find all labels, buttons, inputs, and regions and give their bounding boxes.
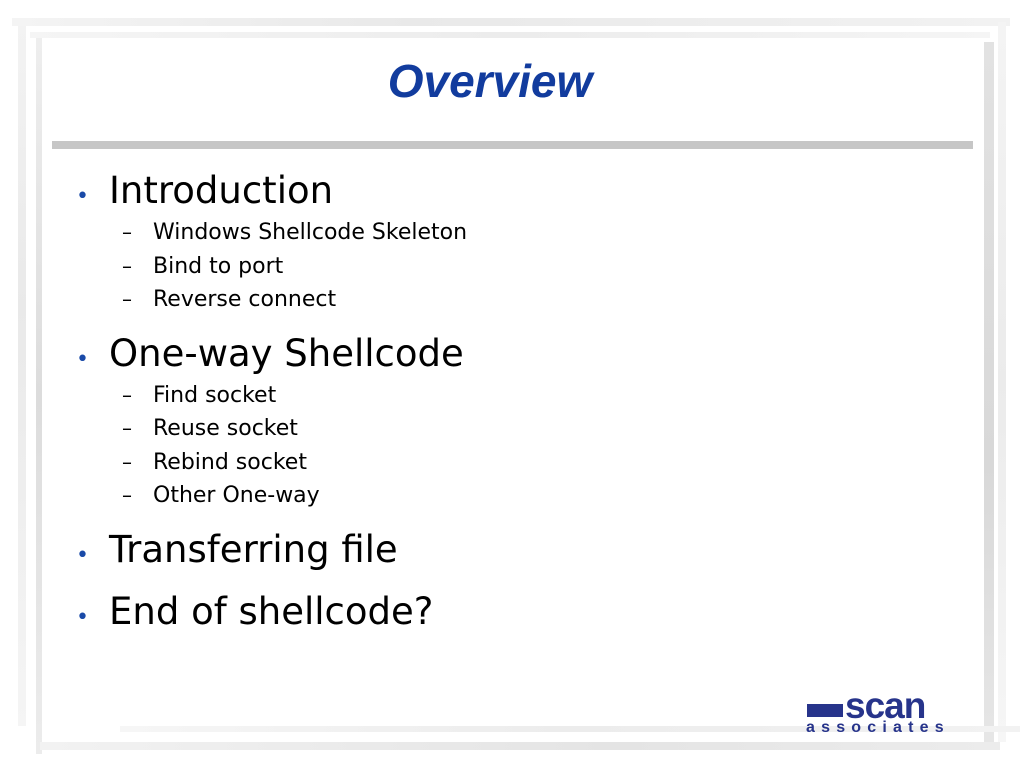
sub-item-label: Bind to port — [153, 253, 284, 279]
bullet-item-transferring-file — [76, 527, 956, 573]
sub-item — [76, 446, 956, 480]
slide-title: Overview — [387, 55, 593, 107]
bullet-label: Transferring file — [109, 527, 398, 571]
frame-strip-left-inner — [36, 38, 42, 754]
dash-glyph: – — [122, 220, 132, 244]
sub-item-label: Other One-way — [153, 483, 320, 508]
dash-glyph: – — [122, 449, 132, 474]
bullet-glyph: • — [76, 346, 89, 372]
bullet-label: End of shellcode? — [109, 589, 434, 633]
bullet-label: Introduction — [109, 169, 334, 212]
sub-item-label: Windows Shellcode Skeleton — [153, 220, 468, 245]
frame-strip-top-inner — [30, 32, 990, 38]
sub-list — [76, 216, 956, 317]
dash-glyph: – — [122, 416, 132, 440]
bullet-glyph: • — [76, 604, 89, 630]
dash-glyph: – — [122, 287, 132, 311]
sub-item — [76, 479, 956, 513]
scan-associates-logo — [805, 685, 965, 738]
sub-item — [76, 379, 956, 413]
logo-wordmark: scan — [845, 685, 926, 726]
dash-glyph: – — [122, 483, 132, 507]
dash-glyph: – — [122, 382, 132, 407]
frame-strip-right-inner — [984, 42, 994, 742]
sub-item-label: Reverse connect — [153, 287, 337, 312]
frame-strip-left — [18, 26, 26, 726]
dash-glyph: – — [122, 253, 132, 278]
title-divider — [52, 141, 973, 149]
bullet-glyph: • — [76, 542, 89, 568]
sub-item-label: Find socket — [153, 382, 277, 408]
sub-item — [76, 250, 956, 284]
frame-strip-bottom — [40, 742, 1000, 750]
bullet-glyph: • — [76, 184, 89, 209]
bullet-list — [76, 168, 956, 635]
sub-item — [76, 216, 956, 250]
sub-item-label: Reuse socket — [153, 416, 298, 441]
logo-subtitle: associates — [806, 719, 950, 736]
bullet-item-introduction — [76, 168, 956, 317]
frame-strip-top — [12, 18, 1010, 26]
sub-item — [76, 283, 956, 317]
sub-item-label: Rebind socket — [153, 449, 307, 475]
sub-item — [76, 412, 956, 446]
bullet-item-one-way-shellcode — [76, 331, 956, 513]
bullet-item-end-of-shellcode — [76, 589, 956, 635]
bullet-label: One-way Shellcode — [109, 331, 464, 375]
frame-strip-right — [998, 22, 1006, 742]
sub-list — [76, 379, 956, 513]
logo-bar — [807, 704, 843, 717]
